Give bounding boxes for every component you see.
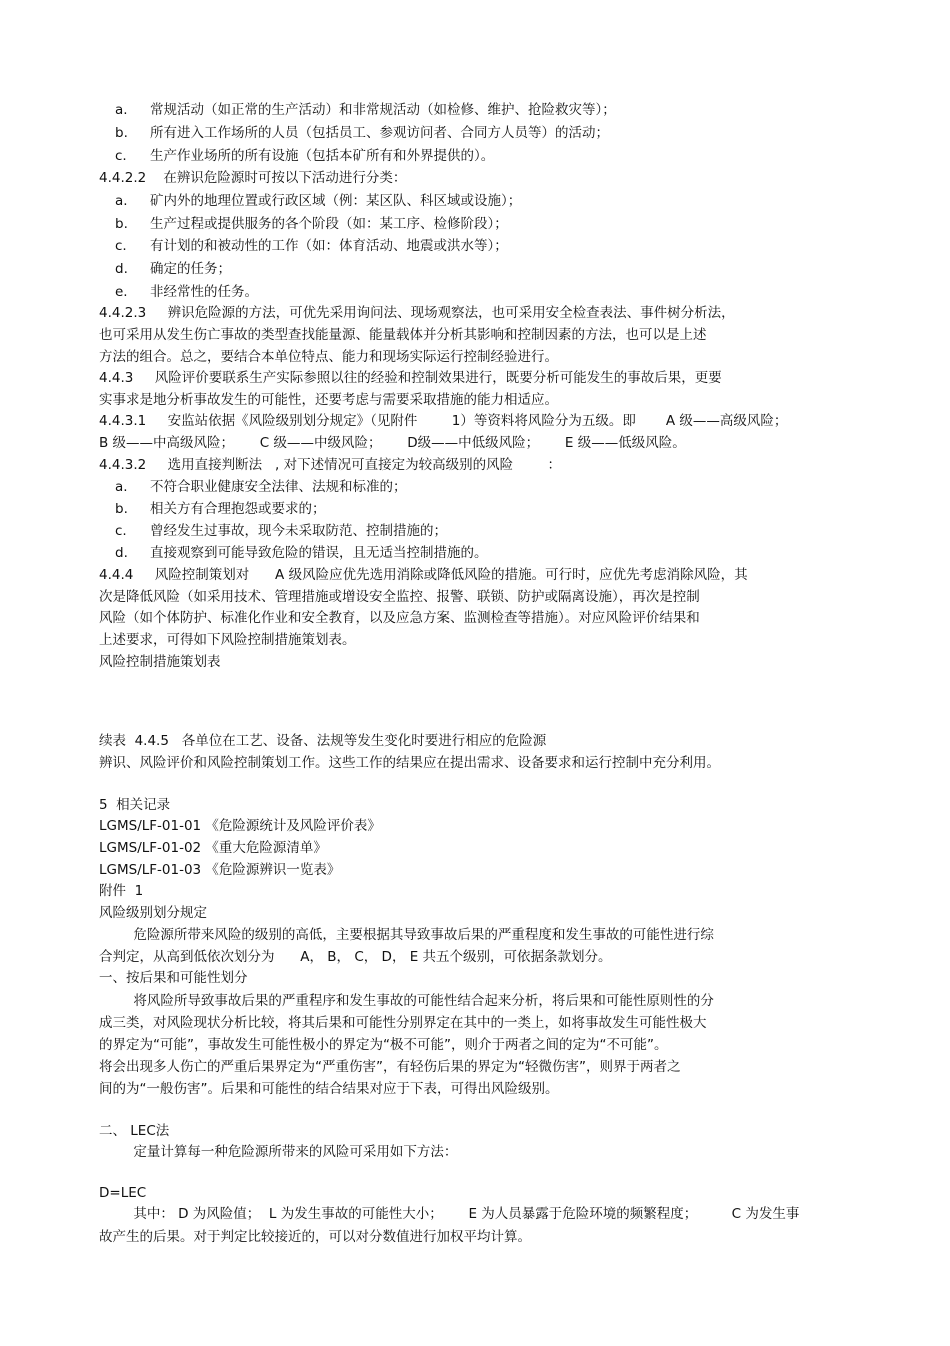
text-line: 4.4.2.3 辨识危险源的方法，可优先采用询问法、现场观察法，也可采用安全检查表法、事件树分析法， <box>99 305 735 321</box>
text-line: LGMS/LF-01-01 《危险源统计及风险评价表》 <box>99 818 381 834</box>
text-line: 一、按后果和可能性划分 <box>99 970 248 986</box>
text-line: 4.4.3 风险评价要联系生产实际参照以往的经验和控制效果进行，既要分析可能发生的事故后果，更要 <box>99 370 722 386</box>
text-line: 所有进入工作场所的人员（包括员工、参观访问者、合同方人员等）的活动； <box>150 125 609 141</box>
text-line: 也可采用从发生伤亡事故的类型查找能量源、能量载体并分析其影响和控制因素的方法，也可以是上述 <box>99 327 707 343</box>
text-line: 4.4.3.2 选用直接判断法 , 对下述情况可直接定为较高级别的风险 ： <box>99 457 561 473</box>
text-line: 矿内外的地理位置或行政区域（例：某区队、科区域或设施）； <box>150 193 522 209</box>
list-marker: c. <box>115 523 127 539</box>
text-line: 生产过程或提供服务的各个阶段（如：某工序、检修阶段）； <box>150 216 508 232</box>
text-line: 风险（如个体防护、标准化作业和安全教育，以及应急方案、监测检查等措施）。对应风险评价结果和 <box>99 610 700 626</box>
text-line: 实事求是地分析事故发生的可能性，还要考虑与需要采取措施的能力相适应。 <box>99 392 558 408</box>
text-line: 的界定为“可能”，事故发生可能性极小的界定为“极不可能”，则介于两者之间的定为“不可能”。 <box>99 1037 668 1053</box>
text-line: 其中： D 为风险值； L 为发生事故的可能性大小； E 为人员暴露于危险环境的频繁程度； C 为发生事 <box>99 1206 800 1222</box>
text-line: 将会出现多人伤亡的严重后果界定为“严重伤害”，有轻伤后果的界定为“轻微伤害”，则界于两者之 <box>99 1059 681 1075</box>
list-marker: a. <box>115 102 128 118</box>
list-marker: a. <box>115 479 128 495</box>
text-line: 上述要求，可得如下风险控制措施策划表。 <box>99 632 356 648</box>
text-line: 次是降低风险（如采用技术、管理措施或增设安全监控、报警、联锁、防护或隔离设施），再次是控制 <box>99 589 700 605</box>
list-marker: a. <box>115 193 128 209</box>
text-line: LGMS/LF-01-02 《重大危险源清单》 <box>99 840 327 856</box>
text-line: 直接观察到可能导致危险的错误，且无适当控制措施的。 <box>150 545 488 561</box>
text-line: 4.4.2.2 在辨识危险源时可按以下活动进行分类： <box>99 170 407 186</box>
text-line: 5 相关记录 <box>99 797 171 813</box>
text-line: 不符合职业健康安全法律、法规和标准的； <box>150 479 407 495</box>
text-line: 4.4.3.1 安监站依据《风险级别划分规定》（见附件 1）等资料将风险分为五级。即 A 级——高级风险； <box>99 413 788 429</box>
text-line: 成三类，对风险现状分析比较，将其后果和可能性分别界定在其中的一类上，如将事故发生可能性极大 <box>99 1015 707 1031</box>
text-line: D=LEC <box>99 1185 147 1201</box>
text-line: 有计划的和被动性的工作（如：体育活动、地震或洪水等）； <box>150 238 508 254</box>
list-marker: d. <box>115 545 128 561</box>
text-line: 定量计算每一种危险源所带来的风险可采用如下方法： <box>99 1144 458 1160</box>
text-line: 辨识、风险评价和风险控制策划工作。这些工作的结果应在提出需求、设备要求和运行控制中充分利用。 <box>99 755 720 771</box>
text-line: 确定的任务； <box>150 261 231 277</box>
text-line: 间的为“一般伤害”。后果和可能性的结合结果对应于下表，可得出风险级别。 <box>99 1081 559 1097</box>
text-line: 二、 LEC法 <box>99 1123 170 1139</box>
list-marker: d. <box>115 261 128 277</box>
list-marker: e. <box>115 284 128 300</box>
text-line: 非经常性的任务。 <box>150 284 258 300</box>
text-line: 方法的组合。总之，要结合本单位特点、能力和现场实际运行控制经验进行。 <box>99 349 558 365</box>
text-line: B 级——中高级风险； C 级——中级风险； D级——中低级风险； E 级——低级风险。 <box>99 435 686 451</box>
list-marker: b. <box>115 216 128 232</box>
text-line: 相关方有合理抱怨或要求的； <box>150 501 326 517</box>
text-line: 4.4.4 风险控制策划对 A 级风险应优先选用消除或降低风险的措施。可行时，应优先考虑消除风险，其 <box>99 567 748 583</box>
text-line: 附件 1 <box>99 883 144 899</box>
text-line: LGMS/LF-01-03 《危险源辨识一览表》 <box>99 862 341 878</box>
text-line: 风险控制措施策划表 <box>99 654 221 670</box>
text-line: 曾经发生过事故，现今未采取防范、控制措施的； <box>150 523 447 539</box>
list-marker: b. <box>115 125 128 141</box>
text-line: 将风险所导致事故后果的严重程序和发生事故的可能性结合起来分析，将后果和可能性原则性的分 <box>99 993 714 1009</box>
text-line: 危险源所带来风险的级别的高低，主要根据其导致事故后果的严重程度和发生事故的可能性进行综 <box>99 927 714 943</box>
text-line: 续表 4.4.5 各单位在工艺、设备、法规等发生变化时要进行相应的危险源 <box>99 733 547 749</box>
text-line: 常规活动（如正常的生产活动）和非常规活动（如检修、维护、抢险救灾等）； <box>150 102 616 118</box>
list-marker: b. <box>115 501 128 517</box>
text-line: 生产作业场所的所有设施（包括本矿所有和外界提供的）。 <box>150 148 495 164</box>
text-line: 故产生的后果。对于判定比较接近的，可以对分数值进行加权平均计算。 <box>99 1229 531 1245</box>
list-marker: c. <box>115 148 127 164</box>
list-marker: c. <box>115 238 127 254</box>
text-line: 合判定，从高到低依次划分为 A， B， C， D， E 共五个级别，可依据条款划分。 <box>99 949 612 965</box>
text-line: 风险级别划分规定 <box>99 905 207 921</box>
